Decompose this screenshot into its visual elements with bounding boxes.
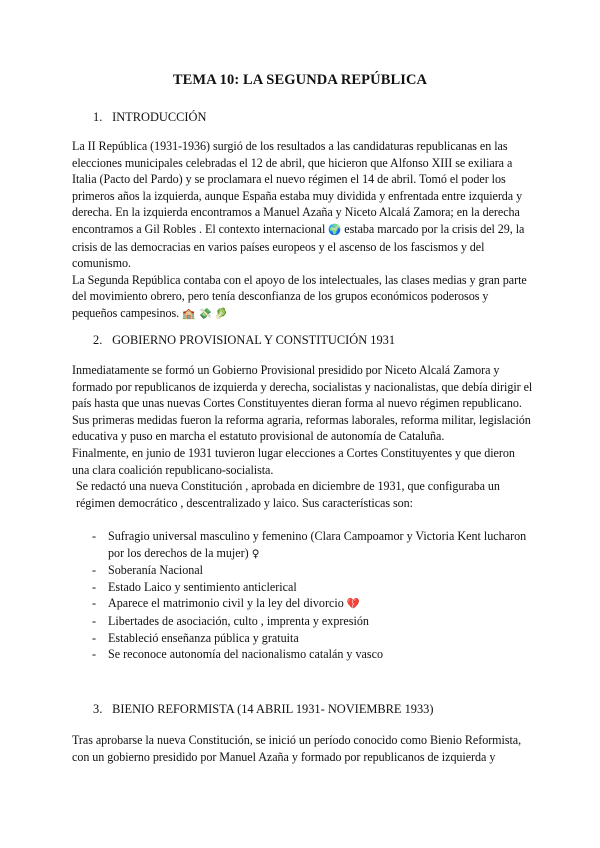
intro-paragraph-1	[72, 138, 534, 272]
caracteristicas-list	[92, 528, 532, 663]
gobierno-paragraph-1: Inmediatamente se formó un Gobierno Provisional presidido por Niceto Alcalá Zamora y formado por republicanos de izquierda y derecha, socialistas y nacionalistas, que debía dirigir el país hasta que unas nuevas Cortes Constituyentes dieran forma al nuevo régimen republicano. Sus primeras medidas fueron la reforma agraria, reformas laborales, reforma militar, legislación educativa y puso en marcha el estatuto provisional de autonomía de Cataluña.	[72, 363, 533, 444]
intro-text-a: La II República (1931-1936) surgió de los resultados a las candidaturas republicanas en las elecciones municipales celebradas el 12 de abril, que hicieron que Alfonso XIII se exiliara a Italia (Pacto del Pardo) y se proclamara el nuevo régimen el 14 de abril. Tomó el poder los primeros años la izquierda, aunque España estaba muy dividida y enfrentada entre izquierda y derecha. En la izquierda encontramos a Manuel Azaña y Niceto Alcalá Zamora; en la derecha encontramos a Gil Robles . El contexto internacional	[72, 139, 523, 236]
list-item	[92, 562, 532, 579]
list-item	[92, 613, 532, 630]
intro-text-b: estaba marcado por la crisis del 29, la crisis de las democracias en varios países europeos y el ascenso de los fascismos y del comunismo.	[72, 221, 525, 271]
list-item-text: Sufragio universal masculino y femenino (Clara Campoamor y Victoria Kent lucharon por los derechos de la mujer)	[108, 529, 527, 560]
section-title: BIENIO REFORMISTA (14 ABRIL 1931- NOVIEMBRE 1933)	[112, 702, 434, 716]
list-item	[92, 630, 532, 647]
list-item-text: Aparece el matrimonio civil y la ley del divorcio	[108, 596, 347, 611]
section-number: 2.	[93, 333, 103, 347]
gobierno-paragraph-3: Se redactó una nueva Constitución , aprobada en diciembre de 1931, que configuraba un régimen democrático , descentralizado y laico. Sus características son:	[76, 479, 500, 510]
list-item-text: Libertades de asociación, culto , imprenta y expresión	[108, 613, 369, 628]
list-item-text: Estableció enseñanza pública y gratuita	[108, 630, 299, 645]
section-heading-gobierno	[93, 333, 395, 348]
section-heading-introduccion	[93, 110, 206, 125]
list-item-text: Estado Laico y sentimiento anticlerical	[108, 579, 297, 594]
intro-text-c: La Segunda República contaba con el apoyo de los intelectuales, las clases medias y gran parte del movimiento obrero, pero tenía desconfianza de los grupos económicos poderosos y pequeños campesinos.	[72, 272, 527, 320]
gobierno-text	[72, 362, 534, 511]
section-number: 3.	[93, 702, 103, 716]
intro-text	[72, 138, 534, 323]
bienio-paragraph-1: Tras aprobarse la nueva Constitución, se inició un período conocido como Bienio Reformista, con un gobierno presidido por Manuel Azaña y formado por republicanos de izquierda y	[72, 733, 522, 764]
list-item	[92, 528, 532, 562]
school-money-lettuce-icons: 🏫 💸 🥬	[182, 307, 228, 320]
list-item	[92, 595, 532, 613]
list-item-text: Soberanía Nacional	[108, 563, 204, 578]
bienio-text	[72, 732, 534, 765]
broken-heart-icon: 💔	[346, 598, 360, 611]
list-item	[92, 579, 532, 596]
section-title: INTRODUCCIÓN	[112, 110, 207, 124]
female-sign-icon: ♀	[251, 547, 260, 560]
gobierno-paragraph-2: Finalmente, en junio de 1931 tuvieron lugar elecciones a Cortes Constituyentes y que dieron una clara coalición republicano-socialista.	[72, 445, 515, 477]
section-number: 1.	[93, 110, 103, 124]
list-item	[92, 646, 532, 663]
globe-icon: 🌍	[328, 223, 342, 236]
page-title: TEMA 10: LA SEGUNDA REPÚBLICA	[172, 72, 428, 88]
section-heading-bienio	[93, 702, 434, 717]
section-title: GOBIERNO PROVISIONAL Y CONSTITUCIÓN 1931	[112, 333, 396, 347]
list-item-text: Se reconoce autonomía del nacionalismo catalán y vasco	[108, 647, 384, 662]
intro-paragraph-2	[72, 272, 534, 323]
